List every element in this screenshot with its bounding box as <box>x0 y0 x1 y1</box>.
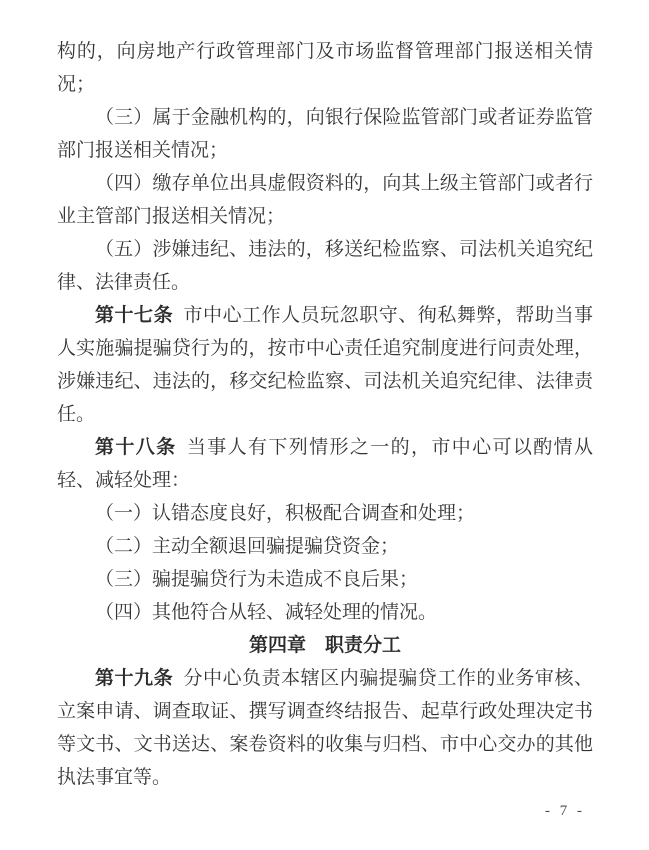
paragraph <box>57 233 593 299</box>
paragraph-text: （三）属于金融机构的，向银行保险监管部门或者证券监管部门报送相关情况； <box>57 107 593 161</box>
paragraph <box>57 497 593 530</box>
article-label: 第十九条 <box>95 668 174 689</box>
chapter-heading <box>57 629 593 662</box>
paragraph-text: （一）认错态度良好，积极配合调查和处理； <box>95 503 476 524</box>
paragraph-text: 当事人有下列情形之一的，市中心可以酌情从轻、减轻处理： <box>57 437 593 491</box>
paragraph-text: 市中心工作人员玩忽职守、徇私舞弊，帮助当事人实施骗提骗贷行为的，按市中心责任追究制度进行问责处理，涉嫌违纪、违法的，移交纪检监察、司法机关追究纪律、法律责任。 <box>57 305 593 425</box>
article-label: 第十八条 <box>95 437 177 458</box>
paragraph <box>57 596 593 629</box>
paragraph <box>57 530 593 563</box>
article-label: 第十七条 <box>95 305 174 326</box>
paragraph-text: （三）骗提骗贷行为未造成不良后果； <box>95 569 419 590</box>
document-body <box>57 35 593 794</box>
paragraph <box>57 299 593 431</box>
paragraph <box>57 167 593 233</box>
paragraph <box>57 35 593 101</box>
paragraph-text: （四）其他符合从轻、减轻处理的情况。 <box>95 602 438 623</box>
page-number: - 7 - <box>545 803 585 819</box>
paragraph <box>57 662 593 794</box>
paragraph-text: （二）主动全额退回骗提骗贷资金； <box>95 536 400 557</box>
paragraph <box>57 101 593 167</box>
page-footer <box>545 802 585 820</box>
paragraph-text: 第四章 职责分工 <box>248 635 401 656</box>
paragraph-text: （四）缴存单位出具虚假资料的，向其上级主管部门或者行业主管部门报送相关情况； <box>57 173 593 227</box>
paragraph-text: 构的，向房地产行政管理部门及市场监督管理部门报送相关情况； <box>57 41 593 95</box>
paragraph-text: （五）涉嫌违纪、违法的，移送纪检监察、司法机关追究纪律、法律责任。 <box>57 239 593 293</box>
paragraph-text: 分中心负责本辖区内骗提骗贷工作的业务审核、立案申请、调查取证、撰写调查终结报告、起草行政处理决定书等文书、文书送达、案卷资料的收集与归档、市中心交办的其他执法事宜等。 <box>57 668 593 788</box>
paragraph <box>57 563 593 596</box>
paragraph <box>57 431 593 497</box>
